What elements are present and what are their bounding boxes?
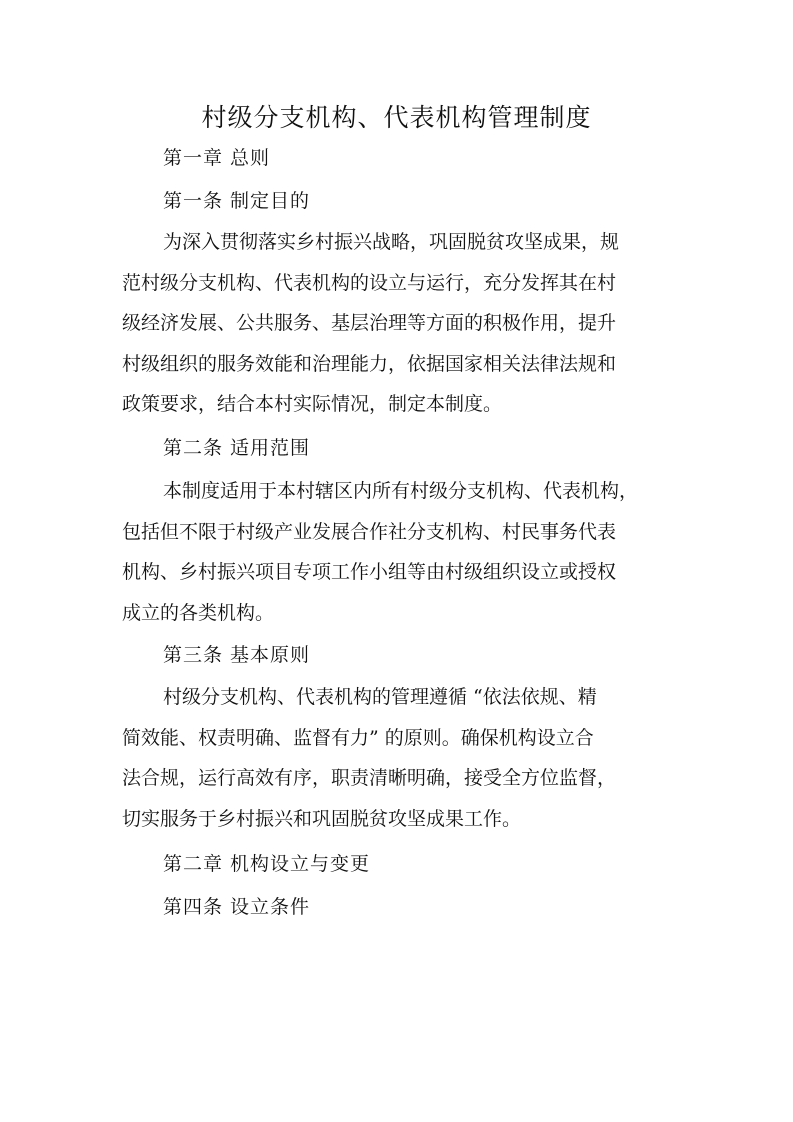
article-2-line-4: 成立的各类机构。 — [122, 601, 275, 624]
article-3-line-3: 法合规，运行高效有序，职责清晰明确，接受全方位监督， — [122, 767, 617, 789]
document-title: 村级分支机构、代表机构管理制度 — [201, 103, 592, 132]
article-1-body — [122, 222, 682, 425]
article-1-line-3: 级经济发展、公共服务、基层治理等方面的积极作用，提升 — [122, 312, 617, 334]
article-1-line-2: 范村级分支机构、代表机构的设立与运行，充分发挥其在村 — [122, 271, 617, 294]
article-1-line-5: 政策要求，结合本村实际情况，制定本制度。 — [122, 393, 503, 415]
article-2-body — [122, 471, 682, 633]
article-3-line-2: 简效能、权责明确、监督有力” 的原则。确保机构设立合 — [122, 726, 594, 749]
article-3-body — [122, 677, 682, 839]
article-1-heading: 第一条 制定目的 — [163, 190, 311, 212]
chapter-2-heading: 第二章 机构设立与变更 — [163, 853, 371, 875]
article-3-line-1: 村级分支机构、代表机构的管理遵循 “依法依规、精 — [163, 686, 597, 708]
article-3-line-4: 切实服务于乡村振兴和巩固脱贫攻坚成果工作。 — [122, 807, 522, 830]
article-2-line-1: 本制度适用于本村辖区内所有村级分支机构、代表机构， — [163, 480, 639, 502]
article-2-heading: 第二条 适用范围 — [163, 437, 311, 459]
article-2-line-3: 机构、乡村振兴项目专项工作小组等由村级组织设立或授权 — [122, 561, 617, 583]
chapter-1-heading: 第一章 总则 — [163, 147, 271, 169]
article-4-heading: 第四条 设立条件 — [163, 896, 311, 918]
article-3-heading: 第三条 基本原则 — [163, 644, 311, 666]
article-1-line-4: 村级组织的服务效能和治理能力，依据国家相关法律法规和 — [122, 352, 617, 375]
article-2-line-2: 包括但不限于村级产业发展合作社分支机构、村民事务代表 — [122, 520, 617, 543]
article-1-line-1: 为深入贯彻落实乡村振兴战略，巩固脱贫攻坚成果，规 — [163, 231, 620, 253]
